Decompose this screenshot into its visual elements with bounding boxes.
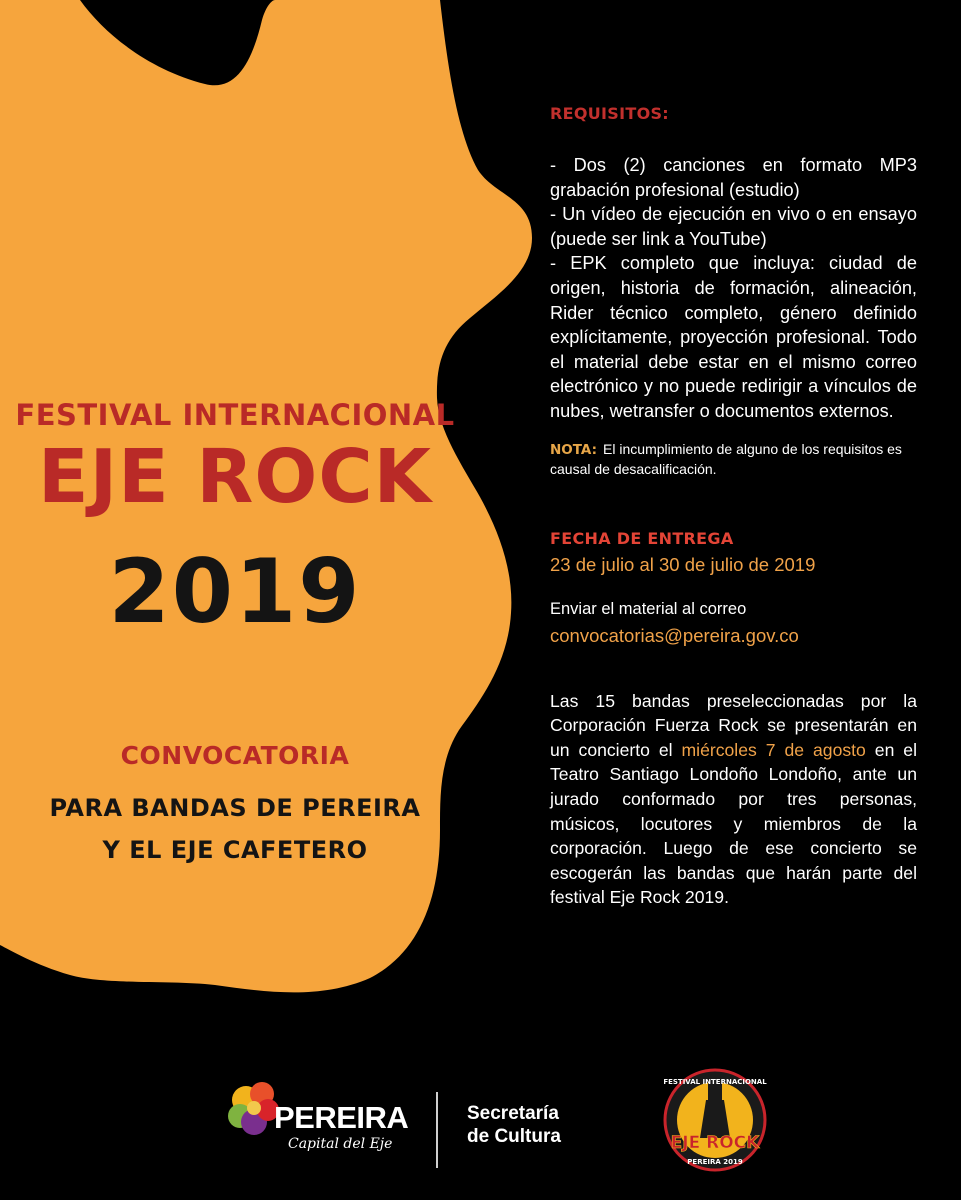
target-bands-line2: Y EL EJE CAFETERO xyxy=(102,836,368,864)
requisito-item: - Dos (2) canciones en formato MP3 grabación profesional (estudio) xyxy=(550,155,917,200)
festival-year: 2019 xyxy=(108,540,362,643)
requisito-item: - Un vídeo de ejecución en vivo o en ensayo (puede ser link a YouTube) xyxy=(550,204,917,249)
nota-block xyxy=(550,440,917,479)
fecha-dates: 23 de julio al 30 de julio de 2019 xyxy=(550,553,816,575)
info-column xyxy=(550,104,917,910)
pereira-logo xyxy=(228,1078,428,1168)
logo-divider xyxy=(436,1092,438,1168)
pereira-wordmark: PEREIRA xyxy=(274,1100,409,1135)
bands-info-part2: en el Teatro Santiago Londoño Londoño, ante un jurado conformado por tres personas, músicos, locutores y miembros de la corporación. Luego de ese concierto se escogerán las bandas que harán parte del festival Eje Rock 2019. xyxy=(550,739,917,908)
secretaria-line1: Secretaría xyxy=(467,1103,559,1124)
ejerock-bottom-text: PEREIRA 2019 xyxy=(687,1158,743,1166)
ejerock-main-text: EJE ROCK xyxy=(670,1133,760,1153)
secretaria-line2: de Cultura xyxy=(467,1126,561,1147)
bands-info-paragraph xyxy=(550,689,917,910)
nota-label: NOTA: xyxy=(550,441,598,458)
festival-title: EJE ROCK xyxy=(38,434,432,520)
ejerock-logo xyxy=(650,1060,780,1175)
enviar-label: Enviar el material al correo xyxy=(550,599,747,618)
festival-subtitle: FESTIVAL INTERNACIONAL xyxy=(15,398,455,432)
concert-date: miércoles 7 de agosto xyxy=(681,739,866,760)
bands-info-part1: Las 15 bandas preseleccionadas por la Corporación Fuerza Rock se presentarán en un concierto el xyxy=(550,690,917,760)
fecha-heading: FECHA DE ENTREGA xyxy=(550,528,734,548)
sponsor-logos xyxy=(0,1060,961,1180)
requisitos-heading: REQUISITOS: xyxy=(550,104,670,123)
convocatoria-heading: CONVOCATORIA xyxy=(120,741,350,770)
email-address: convocatorias@pereira.gov.co xyxy=(550,624,799,646)
target-bands-line1: PARA BANDAS DE PEREIRA xyxy=(49,794,421,822)
requisito-item: - EPK completo que incluya: ciudad de origen, historia de formación, alineación, Rider técnico completo, género definido explícitamente, proyección profesional. Todo el material debe estar en el mismo correo electrónico y no puede redirigir a vínculos de nubes, wetransfer o documentos externos. xyxy=(550,253,917,421)
requisitos-list xyxy=(550,153,917,424)
pereira-tagline: Capital del Eje xyxy=(288,1136,393,1152)
secretaria-logo xyxy=(467,1102,561,1148)
nota-text: El incumplimiento de alguno de los requisitos es causal de desacalificación. xyxy=(550,440,902,477)
ejerock-top-text: FESTIVAL INTERNACIONAL xyxy=(663,1078,767,1086)
